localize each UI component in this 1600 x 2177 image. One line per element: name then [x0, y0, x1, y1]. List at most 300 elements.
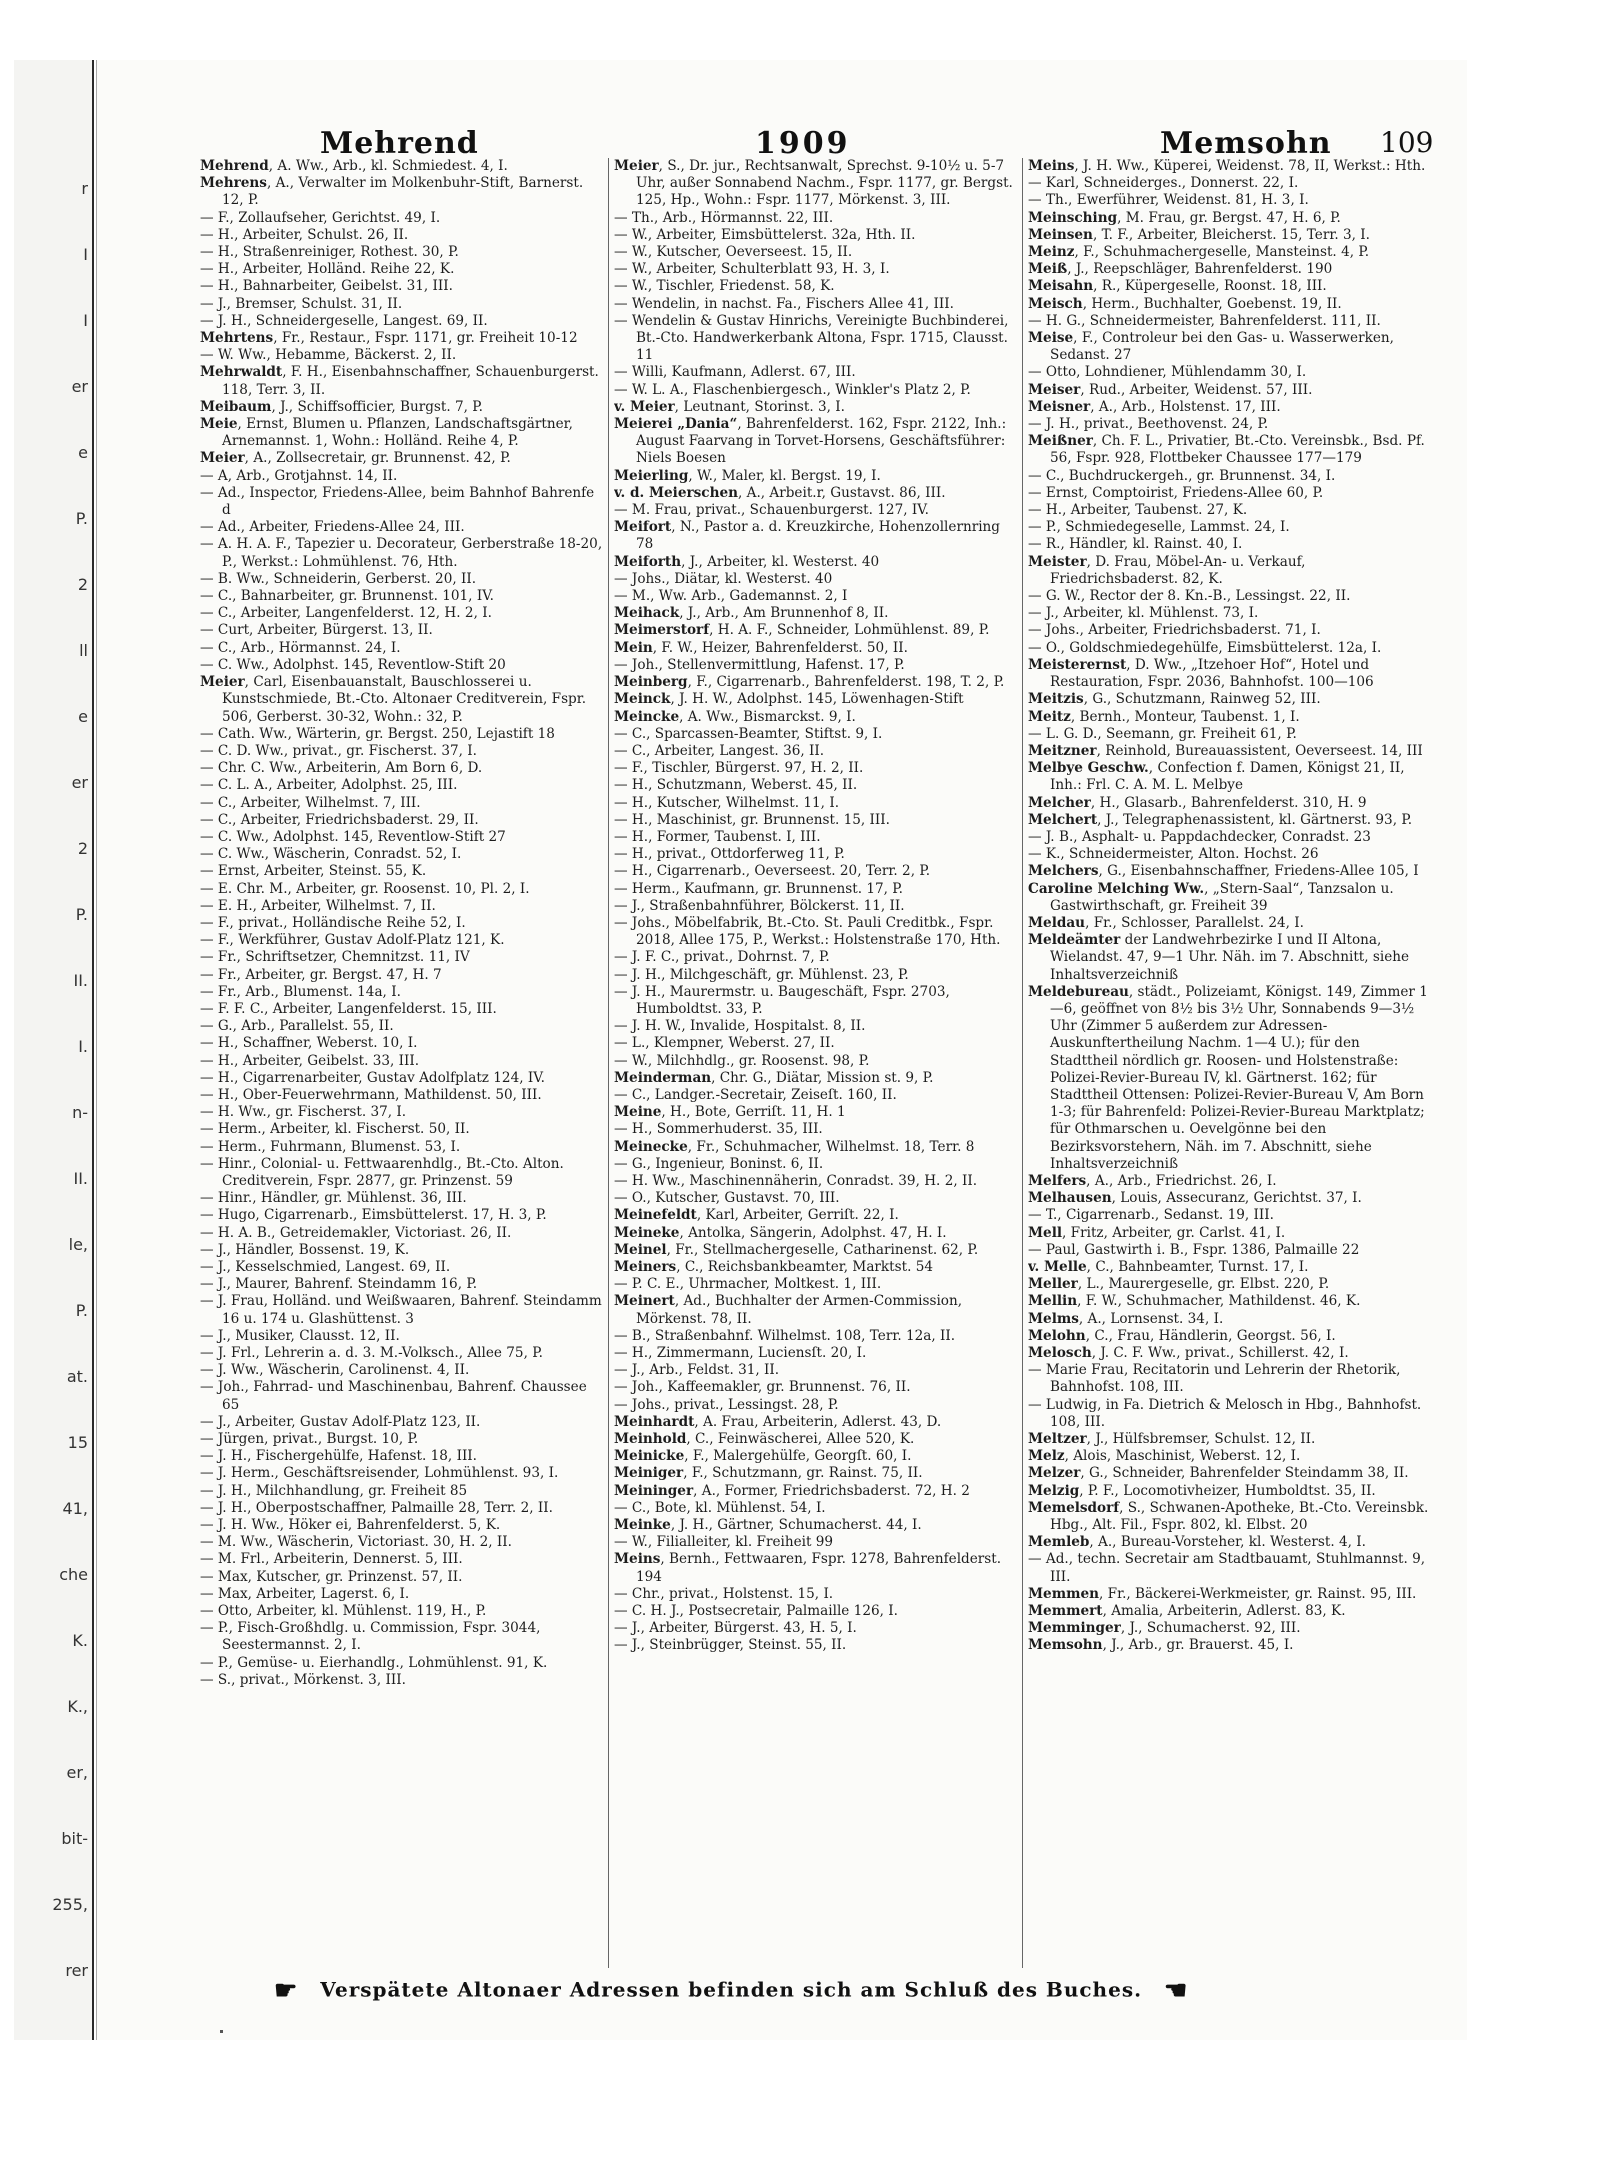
directory-entry — [1028, 1276, 1432, 1293]
entry-details: — J. H., Schneidergeselle, Langest. 69, II. — [200, 312, 488, 329]
entry-details: , Bernh., Monteur, Taubenst. 1, I. — [1070, 708, 1300, 725]
entry-surname: Meiners — [614, 1259, 677, 1275]
entry-details: — J., Steinbrügger, Steinst. 55, II. — [614, 1637, 847, 1654]
entry-surname: Mehrens — [200, 175, 267, 192]
entry-details: — C., Sparcassen-Beamter, Stiftst. 9, I. — [614, 725, 883, 742]
entry-details: — Max, Arbeiter, Lagerst. 6, I. — [200, 1585, 410, 1602]
entry-surname: Melzig — [1028, 1482, 1080, 1499]
directory-entry — [614, 468, 1018, 485]
entry-surname: Meins — [614, 1551, 661, 1568]
entry-details: — P. C. E., Uhrmacher, Moltkest. 1, III. — [614, 1276, 882, 1293]
entry-details: , A., Arb., Holstenst. 17, III. — [1090, 398, 1281, 415]
entry-details: — H., Arbeiter, Taubenst. 27, K. — [1028, 502, 1248, 519]
entry-details: — O., Goldschmiedegehülfe, Eimsbüttelerst. 12a, I. — [1028, 639, 1382, 656]
directory-entry — [200, 1603, 604, 1620]
entry-details: , J., Hülfsbremser, Schulst. 12, II. — [1086, 1431, 1316, 1448]
directory-entry — [614, 1242, 1018, 1259]
directory-entry — [614, 657, 1018, 674]
entry-details: , S., Schwanen-Apotheke, Bt.-Cto. Vereinsbk. Hbg., Alt. Fil., Fspr. 802, kl. Elbst. 20 — [1050, 1499, 1429, 1534]
directory-entry — [200, 1242, 604, 1259]
previous-page-fragment: 255, — [52, 1895, 88, 1914]
entry-details: — F., Werkführer, Gustav Adolf-Platz 121, K. — [200, 932, 505, 949]
entry-details: — H. Ww., Maschinennäherin, Conradst. 39, H. 2, II. — [614, 1172, 978, 1189]
entry-details: , Fr., Restaur., Fspr. 1171, gr. Freiheit 10-12 — [273, 330, 578, 347]
entry-details: , Bahrenfelderst. 162, Fspr. 2122, Inh.: August Faarvang in Torvet-Horsens, Geschäftsführer: Niels Boesen — [636, 416, 1007, 467]
directory-entry — [614, 1070, 1018, 1087]
entry-surname: Meise — [1028, 330, 1074, 347]
directory-entry — [614, 863, 1018, 880]
entry-details: , J., Schumacherst. 92, III. — [1120, 1620, 1301, 1637]
directory-entry — [200, 1586, 604, 1603]
entry-details: — E. Chr. M., Arbeiter, gr. Roosenst. 10, Pl. 2, I. — [200, 880, 530, 897]
entry-details: , Fr., Stellmachergeselle, Catharinenst. 62, P. — [666, 1241, 979, 1258]
directory-entry — [200, 777, 604, 794]
directory-entry — [200, 812, 604, 829]
directory-entry — [614, 244, 1018, 261]
directory-entry — [200, 485, 604, 519]
entry-details: — J., Arbeiter, Bürgerst. 43, H. 5, I. — [614, 1620, 857, 1637]
entry-details: — A, Arb., Grotjahnst. 14, II. — [200, 467, 398, 484]
entry-details: — W., Tischler, Friedenst. 58, K. — [614, 278, 835, 295]
entry-surname: Meinicke — [614, 1448, 685, 1465]
directory-entry — [200, 1620, 604, 1654]
entry-details: — Herm., Fuhrmann, Blumenst. 53, I. — [200, 1138, 461, 1155]
entry-details: — P., Gemüse- u. Eierhandlg., Lohmühlenst. 91, K. — [200, 1654, 548, 1671]
directory-entry — [200, 657, 604, 674]
directory-entry — [200, 296, 604, 313]
entry-details: — W., Milchhdlg., gr. Roosenst. 98, P. — [614, 1052, 870, 1069]
directory-entry — [614, 777, 1018, 794]
entry-details: , D. Frau, Möbel-An- u. Verkauf, Friedrichsbaderst. 82, K. — [1050, 553, 1306, 587]
directory-entry — [1028, 175, 1432, 192]
directory-entry — [614, 502, 1018, 519]
entry-details: — Chr. C. Ww., Arbeiterin, Am Born 6, D. — [200, 760, 483, 777]
entry-surname: Meininger — [614, 1482, 694, 1499]
previous-page-fragment: ll — [79, 641, 88, 660]
entry-details: , D. Ww., „Itzehoer Hof“, Hotel und Restauration, Fspr. 2036, Bahnhofst. 100—106 — [1050, 656, 1374, 691]
entry-surname: Melzer — [1028, 1465, 1081, 1482]
entry-details: — B. Ww., Schneiderin, Gerberst. 20, II. — [200, 570, 477, 587]
entry-details: — Th., Arb., Hörmannst. 22, III. — [614, 209, 834, 226]
entry-details: — C. D. Ww., privat., gr. Fischerst. 37, I. — [200, 742, 477, 759]
entry-details: — H., Maschinist, gr. Brunnenst. 15, III. — [614, 811, 890, 828]
directory-entry — [200, 829, 604, 846]
directory-entry — [614, 949, 1018, 966]
directory-entry — [1028, 881, 1432, 915]
directory-entry — [1028, 1586, 1432, 1603]
previous-page-fragment: at. — [66, 1367, 88, 1386]
entry-surname: Meierling — [614, 467, 689, 484]
entry-details: — H., Former, Taubenst. I, III. — [614, 828, 821, 845]
entry-details: — H., Ober-Feuerwehrmann, Mathildenst. 50, III. — [200, 1086, 542, 1103]
directory-entry — [1028, 1431, 1432, 1448]
directory-entry — [1028, 1603, 1432, 1620]
entry-details: — J. Frl., Lehrerin a. d. 3. M.-Volksch., Allee 75, P. — [200, 1345, 543, 1362]
entry-surname: v. d. Meierschen — [614, 484, 738, 501]
directory-entry — [614, 1431, 1018, 1448]
directory-entry — [200, 278, 604, 295]
directory-entry — [614, 1259, 1018, 1276]
directory-entry — [200, 1225, 604, 1242]
directory-entry — [614, 1379, 1018, 1396]
entry-surname: v. Meier — [614, 398, 675, 415]
entry-surname: Memmen — [1028, 1585, 1099, 1602]
directory-entry — [200, 1551, 604, 1568]
entry-surname: Meier — [614, 158, 659, 174]
directory-entry — [200, 1035, 604, 1052]
directory-entry — [1028, 1483, 1432, 1500]
directory-entry — [1028, 468, 1432, 485]
directory-entry — [614, 261, 1018, 278]
entry-details: — J. H., Milchhandlung, gr. Freiheit 85 — [200, 1482, 468, 1499]
entry-details: , Reinhold, Bureauassistent, Oeverseest. 14, III — [1096, 742, 1423, 759]
directory-entry — [200, 1534, 604, 1551]
entry-details: — Hugo, Cigarrenarb., Eimsbüttelerst. 17, H. 3, P. — [200, 1207, 547, 1224]
directory-entry — [614, 158, 1018, 210]
directory-entry — [1028, 1190, 1432, 1207]
entry-details: — Chr., privat., Holstenst. 15, I. — [614, 1585, 834, 1602]
directory-entry — [614, 726, 1018, 743]
directory-entry — [200, 158, 604, 175]
entry-details: , Confection f. Damen, Königst 21, II, Inh.: Frl. C. A. M. L. Melbye — [1050, 760, 1405, 794]
entry-surname: Melhausen — [1028, 1190, 1112, 1207]
entry-details: , G., Schutzmann, Rainweg 52, III. — [1083, 691, 1321, 708]
entry-details: — Wendelin, in nachst. Fa., Fischers Allee 41, III. — [614, 295, 954, 312]
directory-entry — [1028, 1362, 1432, 1396]
directory-entry — [1028, 382, 1432, 399]
directory-entry — [614, 812, 1018, 829]
entry-surname: Meinecke — [614, 1138, 688, 1155]
directory-entry — [200, 1517, 604, 1534]
directory-entry — [1028, 812, 1432, 829]
entry-details: , C., Bahnbeamter, Turnst. 17, I. — [1086, 1259, 1309, 1275]
entry-surname: Meinsen — [1028, 226, 1093, 243]
entry-details: , H. A. F., Schneider, Lohmühlenst. 89, P. — [709, 622, 990, 639]
entry-details: — J. Ww., Wäscherin, Carolinenst. 4, II. — [200, 1362, 470, 1379]
directory-entry — [1028, 1397, 1432, 1431]
entry-details: — Th., Ewerführer, Weidenst. 81, H. 3, I. — [1028, 192, 1309, 209]
directory-entry — [200, 330, 604, 347]
footer-notice-text: Verspätete Altonaer Adressen befinden sich am Schluß des Buches. — [320, 1977, 1143, 2002]
directory-entry — [200, 881, 604, 898]
directory-entry — [614, 1328, 1018, 1345]
entry-details: — H., Straßenreiniger, Rothest. 30, P. — [200, 244, 459, 261]
directory-entry — [614, 1620, 1018, 1637]
entry-details: — H., Arbeiter, Holländ. Reihe 22, K. — [200, 261, 455, 278]
directory-entry — [614, 622, 1018, 639]
entry-surname: Melosch — [1028, 1345, 1092, 1362]
directory-entry — [1028, 244, 1432, 261]
directory-entry — [1028, 1242, 1432, 1259]
entry-surname: Meimerstorf — [614, 622, 710, 639]
entry-details: der Landwehrbezirke I und II Altona, Wielandst. 47, 9—1 Uhr. Näh. im 7. Abschnitt, siehe Inhaltsverzeichniß — [1050, 932, 1410, 983]
directory-entry — [1028, 1225, 1432, 1242]
entry-surname: Mell — [1028, 1224, 1063, 1241]
entry-details: — G., Arb., Parallelst. 55, II. — [200, 1018, 394, 1035]
entry-details: , Chr. G., Diätar, Mission st. 9, P. — [711, 1069, 934, 1086]
entry-details: , A., Arbeit.r, Gustavst. 86, III. — [737, 484, 946, 501]
directory-entry — [200, 984, 604, 1001]
entry-surname: Meldeämter — [1028, 932, 1121, 949]
entry-details: , M. Frau, gr. Bergst. 47, H. 6, P. — [1117, 209, 1341, 226]
directory-entry — [614, 485, 1018, 502]
column-divider — [608, 158, 609, 1968]
entry-details: , Herm., Buchhalter, Goebenst. 19, II. — [1082, 295, 1342, 312]
directory-entry — [614, 674, 1018, 691]
entry-details: — M. Ww., Wäscherin, Victoriast. 30, H. 2, II. — [200, 1534, 512, 1551]
entry-details: , A. Ww., Arb., kl. Schmiedest. 4, I. — [268, 158, 508, 174]
directory-entry — [1028, 536, 1432, 553]
directory-entry — [200, 1414, 604, 1431]
column-1 — [200, 158, 604, 1978]
entry-surname: Melohn — [1028, 1327, 1086, 1344]
entry-details: — W. L. A., Flaschenbiergesch., Winkler's Platz 2, P. — [614, 381, 971, 398]
directory-entry — [1028, 1207, 1432, 1224]
directory-entry — [200, 795, 604, 812]
directory-entry — [200, 347, 604, 364]
entry-details: , H., Glasarb., Bahrenfelderst. 310, H. 9 — [1090, 794, 1367, 811]
directory-entry — [614, 915, 1018, 949]
entry-details: — S., privat., Mörkenst. 3, III. — [200, 1671, 406, 1688]
entry-details: — C. Ww., Adolphst. 145, Reventlow-Stift 20 — [200, 656, 506, 673]
directory-entry — [200, 1018, 604, 1035]
directory-entry — [1028, 554, 1432, 588]
entry-details: — W., Arbeiter, Eimsbüttelerst. 32a, Hth. II. — [614, 226, 916, 243]
entry-details: — J. H., Fischergehülfe, Hafenst. 18, III. — [200, 1448, 477, 1465]
previous-page-fragment: P. — [75, 905, 88, 924]
previous-page-fragment: 2 — [77, 839, 88, 858]
directory-entry — [614, 691, 1018, 708]
entry-details: — J. H., Oberpostschaffner, Palmaille 28, Terr. 2, II. — [200, 1499, 553, 1516]
entry-details: — H., Zimmermann, Luciensſt. 20, I. — [614, 1345, 867, 1362]
directory-entry — [1028, 1448, 1432, 1465]
directory-entry — [200, 1672, 604, 1689]
directory-entry — [200, 571, 604, 588]
entry-details: — H., Arbeiter, Geibelst. 33, III. — [200, 1052, 420, 1069]
directory-entry — [1028, 313, 1432, 330]
previous-page-fragment: rer — [65, 1961, 88, 1980]
directory-entry — [1028, 1637, 1432, 1654]
entry-details: , J., Reepschläger, Bahrenfelderst. 190 — [1067, 261, 1333, 278]
entry-surname: Memsohn — [1028, 1637, 1103, 1654]
directory-entry — [200, 1362, 604, 1379]
entry-details: — J., Straßenbahnführer, Bölckerst. 11, II. — [614, 897, 905, 914]
directory-entry — [200, 898, 604, 915]
entry-details: , A. Ww., Bismarckst. 9, I. — [679, 708, 856, 725]
directory-entry — [200, 1139, 604, 1156]
entry-surname: Melz — [1028, 1448, 1065, 1465]
entry-details: — F. F. C., Arbeiter, Langenfelderst. 15, III. — [200, 1000, 497, 1017]
entry-details: , Alois, Maschinist, Weberst. 12, I. — [1064, 1448, 1301, 1465]
entry-surname: Meinz — [1028, 244, 1075, 261]
directory-entry — [1028, 915, 1432, 932]
directory-entry — [1028, 691, 1432, 708]
directory-entry — [614, 1156, 1018, 1173]
entry-details: , F. W., Schuhmacher, Mathildenst. 46, K. — [1077, 1293, 1361, 1310]
previous-page-fragment: e — [78, 443, 88, 462]
entry-details: , Amalia, Arbeiterin, Adlerst. 83, K. — [1102, 1603, 1346, 1620]
directory-entry — [200, 364, 604, 398]
entry-details: — Joh., Stellenvermittlung, Hafenst. 17, P. — [614, 656, 905, 673]
previous-page-fragment: K., — [67, 1697, 88, 1716]
entry-surname: Meinsching — [1028, 209, 1118, 226]
entry-details: , Carl, Eisenbauanstalt, Bauschlosserei u. Kunstschmiede, Bt.-Cto. Altonaer Creditverein, Fspr. 506, Gerberst. 30-32, Wohn.: 32, P. — [222, 674, 587, 725]
entry-details: — T., Cigarrenarb., Sedanst. 19, III. — [1028, 1207, 1274, 1224]
directory-entry — [200, 1500, 604, 1517]
directory-entry — [1028, 1311, 1432, 1328]
directory-entry — [614, 1586, 1018, 1603]
directory-entry — [200, 967, 604, 984]
directory-entry — [200, 846, 604, 863]
directory-entry — [1028, 399, 1432, 416]
directory-entry — [1028, 760, 1432, 794]
directory-entry — [1028, 1293, 1432, 1310]
directory-entry — [1028, 416, 1432, 433]
entry-details: — L. G. D., Seemann, gr. Freiheit 61, P. — [1028, 725, 1297, 742]
entry-surname: Meier — [200, 674, 245, 691]
entry-details: — C., Bote, kl. Mühlenst. 54, I. — [614, 1499, 826, 1516]
directory-entry — [1028, 829, 1432, 846]
directory-entry — [614, 416, 1018, 468]
previous-page-fragment: P. — [75, 1301, 88, 1320]
directory-entry — [614, 829, 1018, 846]
entry-details: — A. H. A. F., Tapezier u. Decorateur, Gerberstraße 18-20, P., Werkst.: Lohmühlenst. 76, Hth. — [200, 536, 603, 570]
entry-details: — Otto, Arbeiter, kl. Mühlenst. 119, H., P. — [200, 1603, 487, 1620]
entry-surname: Meinert — [614, 1293, 675, 1310]
entry-details: — Curt, Arbeiter, Bürgerst. 13, II. — [200, 622, 433, 639]
entry-details: , J. H. W., Adolphst. 145, Löwenhagen-Stift — [670, 691, 964, 708]
entry-surname: Meinberg — [614, 674, 688, 691]
entry-details: — J. H., Maurermstr. u. Baugeschäft, Fspr. 2703, Humboldtst. 33, P. — [614, 983, 950, 1017]
directory-entry — [614, 1534, 1018, 1551]
entry-details: , J., Arbeiter, kl. Westerst. 40 — [681, 553, 880, 570]
entry-details: , A., Verwalter im Molkenbuhr-Stift, Barnerst. 12, P. — [222, 175, 584, 209]
previous-page-fragment: er, — [66, 1763, 88, 1782]
directory-entry — [200, 915, 604, 932]
previous-page-fragment: I. — [78, 1037, 88, 1056]
directory-entry — [1028, 605, 1432, 622]
directory-entry — [614, 881, 1018, 898]
directory-entry — [614, 1414, 1018, 1431]
directory-entry — [614, 1207, 1018, 1224]
directory-entry — [614, 1139, 1018, 1156]
entry-details: , F. H., Eisenbahnschaffner, Schauenburgerst. 118, Terr. 3, II. — [222, 364, 599, 398]
entry-details: , A., Zollsecretair, gr. Brunnenst. 42, P. — [244, 450, 511, 467]
entry-surname: Meineke — [614, 1224, 680, 1241]
entry-surname: Melms — [1028, 1310, 1079, 1327]
entry-details: — H., Bahnarbeiter, Geibelst. 31, III. — [200, 278, 453, 295]
directory-entry — [1028, 1500, 1432, 1534]
previous-page-fragment: K. — [72, 1631, 88, 1650]
directory-entry — [200, 313, 604, 330]
entry-surname: Meitzner — [1028, 742, 1097, 759]
column-2 — [614, 158, 1018, 1978]
entry-surname: Melfers — [1028, 1172, 1087, 1189]
entry-details: , F., Controleur bei den Gas- u. Wasserwerken, Sedanst. 27 — [1050, 330, 1394, 364]
directory-entry — [200, 726, 604, 743]
directory-entry — [614, 210, 1018, 227]
directory-entry — [200, 1121, 604, 1138]
entry-details: , Fr., Bäckerei-Werkmeister, gr. Rainst. 95, III. — [1099, 1585, 1417, 1602]
entry-details: — C., Arbeiter, Friedrichsbaderst. 29, II. — [200, 811, 479, 828]
entry-surname: Meiß — [1028, 261, 1068, 278]
directory-entry — [200, 1156, 604, 1190]
directory-entry — [200, 1569, 604, 1586]
entry-details: — Ludwig, in Fa. Dietrich & Melosch in Hbg., Bahnhofst. 108, III. — [1028, 1396, 1422, 1430]
directory-entry — [200, 640, 604, 657]
directory-entry — [614, 1465, 1018, 1482]
entry-details: , Ch. F. L., Privatier, Bt.-Cto. Vereinsbk., Bsd. Pf. 56, Fspr. 928, Flottbeker Chaussee 177—179 — [1050, 433, 1425, 467]
entry-details: , N., Pastor a. d. Kreuzkirche, Hohenzollernring 78 — [636, 519, 1001, 553]
entry-surname: Memmert — [1028, 1603, 1103, 1620]
entry-surname: Meifort — [614, 519, 672, 536]
running-head-last-entry: Memsohn — [1160, 126, 1332, 161]
directory-entry — [200, 244, 604, 261]
entry-details: — C. Ww., Adolphst. 145, Reventlow-Stift 27 — [200, 828, 506, 845]
entry-surname: v. Melle — [1028, 1259, 1087, 1275]
entry-details: , F., Schuhmachergeselle, Mansteinst. 4, P. — [1074, 244, 1370, 261]
entry-surname: Meiser — [1028, 381, 1081, 398]
entry-surname: Meinel — [614, 1241, 667, 1258]
entry-details: , Rud., Arbeiter, Weidenst. 57, III. — [1080, 381, 1313, 398]
directory-entry — [200, 760, 604, 777]
entry-details: — G., Ingenieur, Boninst. 6, II. — [614, 1155, 824, 1172]
directory-entry — [1028, 743, 1432, 760]
entry-details: — J. H., Milchgeschäft, gr. Mühlenst. 23, P. — [614, 966, 909, 983]
entry-surname: Memelsdorf — [1028, 1499, 1120, 1516]
entry-surname: Meisterernst — [1028, 656, 1127, 673]
directory-entry — [200, 1483, 604, 1500]
entry-details: , L., Maurergeselle, gr. Elbst. 220, P. — [1077, 1276, 1330, 1293]
entry-details: , Antolka, Sängerin, Adolphst. 47, H. I. — [679, 1224, 947, 1241]
entry-details: — Joh., Fahrrad- und Maschinenbau, Bahrenf. Chaussee 65 — [200, 1379, 587, 1413]
directory-entry — [200, 1087, 604, 1104]
directory-entry — [200, 210, 604, 227]
directory-entry — [200, 1448, 604, 1465]
entry-details: — J. B., Asphalt- u. Pappdachdecker, Conradst. 23 — [1028, 828, 1371, 845]
entry-details: — Max, Kutscher, gr. Prinzenst. 57, II. — [200, 1568, 463, 1585]
entry-details: — Ad., techn. Secretair am Stadtbauamt, Stuhlmannst. 9, III. — [1028, 1551, 1426, 1585]
entry-surname: Meisch — [1028, 295, 1083, 312]
entry-details: — W., Arbeiter, Schulterblatt 93, H. 3, I. — [614, 261, 890, 278]
entry-details: — F., Tischler, Bürgerst. 97, H. 2, II. — [614, 760, 864, 777]
entry-details: , A., Arb., Friedrichst. 26, I. — [1086, 1172, 1277, 1189]
directory-entry — [614, 1551, 1018, 1585]
previous-page-fragment: 15 — [67, 1433, 88, 1452]
entry-details: — C., Arb., Hörmannst. 24, I. — [200, 639, 401, 656]
entry-details: — H., privat., Ottdorferweg 11, P. — [614, 846, 845, 863]
previous-page-fragment: che — [59, 1565, 88, 1584]
entry-details: — W. Ww., Hebamme, Bäckerst. 2, II. — [200, 347, 457, 364]
entry-surname: Meins — [1028, 158, 1075, 174]
directory-entry — [200, 588, 604, 605]
directory-entry — [614, 1345, 1018, 1362]
directory-entry — [1028, 640, 1432, 657]
previous-page-fragment: 41, — [62, 1499, 88, 1518]
directory-entry — [614, 1225, 1018, 1242]
entry-details: — C., Bahnarbeiter, gr. Brunnenst. 101, IV. — [200, 588, 494, 605]
directory-entry — [614, 296, 1018, 313]
directory-entry — [614, 1500, 1018, 1517]
entry-surname: Meiniger — [614, 1465, 684, 1482]
previous-page-fragment: II. — [73, 1169, 88, 1188]
previous-page-fragment: er — [71, 377, 88, 396]
directory-entry — [200, 1345, 604, 1362]
entry-surname: Melcher — [1028, 794, 1091, 811]
entry-details: , Leutnant, Storinst. 3, I. — [674, 398, 845, 415]
entry-details: , C., Frau, Händlerin, Georgst. 56, I. — [1085, 1327, 1336, 1344]
page-number: 109 — [1380, 126, 1434, 159]
